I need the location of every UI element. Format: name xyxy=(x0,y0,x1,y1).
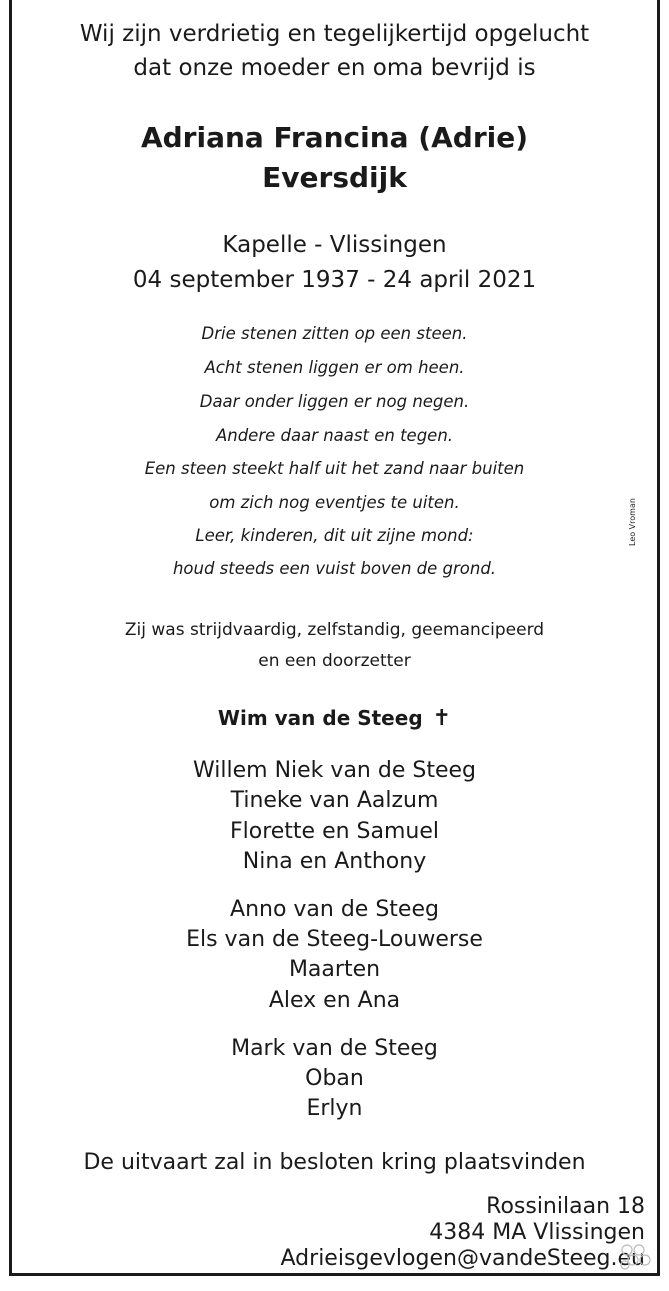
birth-death-places: Kapelle - Vlissingen xyxy=(222,232,447,258)
family-member: Alex en Ana xyxy=(268,988,401,1013)
family-member: Anno van de Steeg xyxy=(230,897,439,922)
husband-name: Wim van de Steeg xyxy=(217,706,423,730)
traits-line-1: Zij was strijdvaardig, zelfstandig, geemancipeerd xyxy=(124,620,545,640)
family-member: Tineke van Aalzum xyxy=(230,788,439,813)
poem-line: Een steen steekt half uit het zand naar buiten xyxy=(144,459,525,478)
birth-death-dates: 04 september 1937 - 24 april 2021 xyxy=(132,267,537,293)
poem-line: om zich nog eventjes te uiten. xyxy=(209,493,460,512)
family-member: Els van de Steeg-Louwerse xyxy=(186,927,483,952)
traits-line-2: en een doorzetter xyxy=(258,651,411,671)
deceased-surname: Eversdijk xyxy=(262,161,407,194)
family-member: Florette en Samuel xyxy=(229,819,440,844)
poem-credit: Leo Vroman xyxy=(628,498,637,546)
deceased-name: Adriana Francina (Adrie) xyxy=(140,121,529,154)
poem-line: Leer, kinderen, dit uit zijne mond: xyxy=(195,526,474,545)
poem-line: Drie stenen zitten op een steen. xyxy=(201,324,468,343)
cross-icon: ✝ xyxy=(432,706,452,731)
poem-line: Acht stenen liggen er om heen. xyxy=(204,358,465,377)
intro-line-2: dat onze moeder en oma bevrijd is xyxy=(133,55,536,81)
poem-line: Daar onder liggen er nog negen. xyxy=(199,392,470,411)
family-member: Oban xyxy=(305,1066,364,1091)
intro-line-1: Wij zijn verdrietig en tegelijkertijd opgelucht xyxy=(79,21,590,47)
funeral-notice: De uitvaart zal in besloten kring plaatsvinden xyxy=(83,1150,586,1175)
address-email[interactable]: Adrieisgevlogen@vandeSteeg.eu xyxy=(280,1246,645,1271)
address-city: 4384 MA Vlissingen xyxy=(429,1220,645,1245)
family-member: Nina en Anthony xyxy=(242,849,427,874)
poem-line: houd steeds een vuist boven de grond. xyxy=(172,559,497,578)
husband-line xyxy=(12,703,657,734)
family-member: Willem Niek van de Steeg xyxy=(193,758,476,783)
flower-logo-icon xyxy=(615,1240,655,1274)
family-member: Maarten xyxy=(288,957,381,982)
poem-line: Andere daar naast en tegen. xyxy=(215,426,454,445)
family-member: Mark van de Steeg xyxy=(231,1036,438,1061)
family-member: Erlyn xyxy=(306,1096,363,1121)
address-street: Rossinilaan 18 xyxy=(486,1194,645,1219)
